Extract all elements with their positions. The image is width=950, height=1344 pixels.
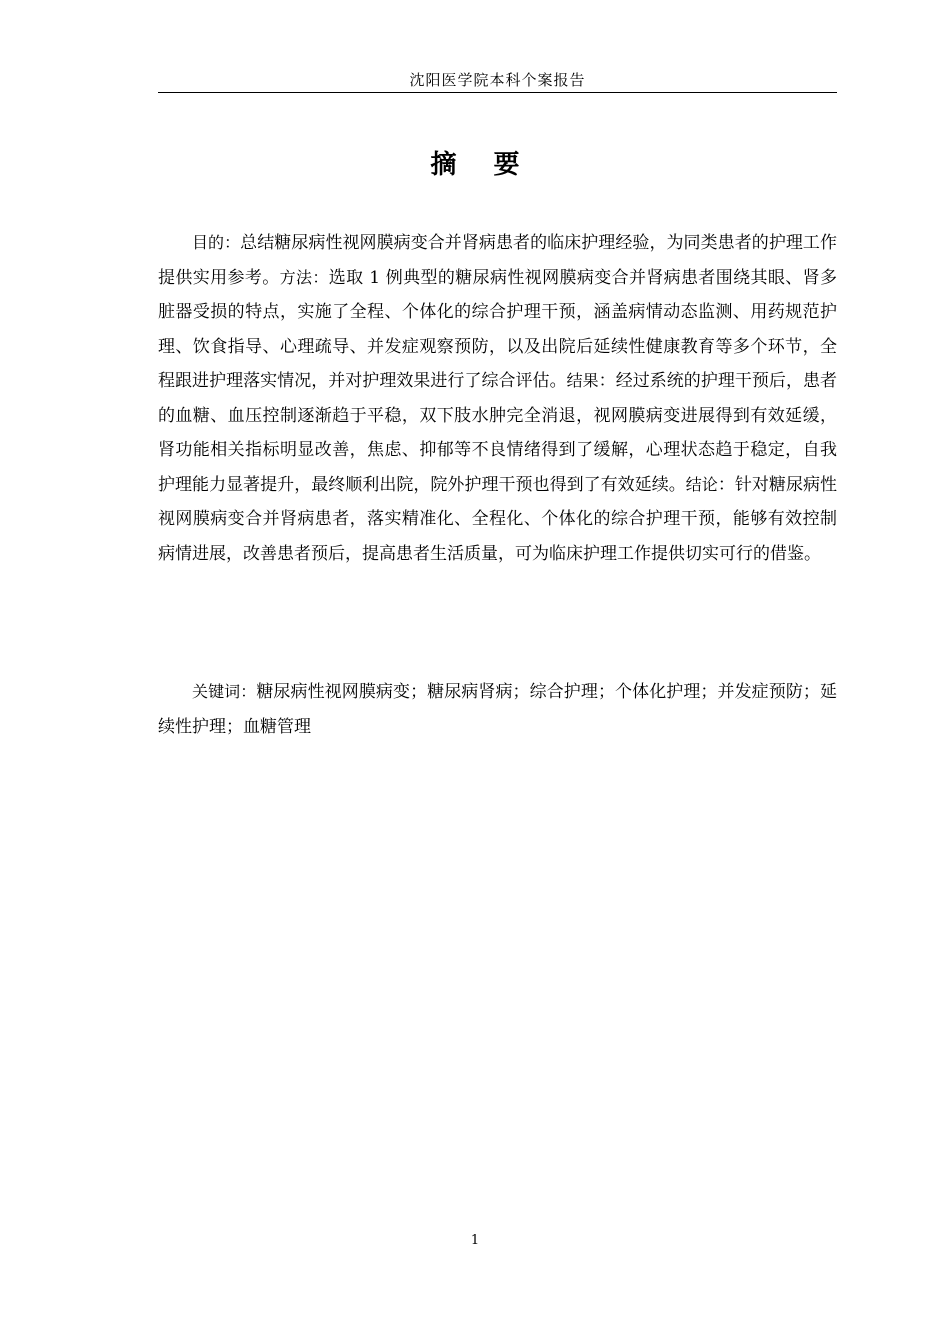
conclusion-text: 针对糖尿病性视网膜病变合并肾病患者，落实精准化、全程化、个体化的综合护理干预，能够有效控制病情进展，改善患者预后，提高患者生活质量，可为临床护理工作提供切实可行的借鉴。 bbox=[158, 474, 838, 564]
page-title: 摘 要 bbox=[430, 150, 534, 180]
conclusion-label: 结论 bbox=[685, 474, 718, 494]
conclusion-colon: ： bbox=[717, 474, 735, 495]
method-colon: ： bbox=[312, 267, 329, 287]
purpose-label: 目的 bbox=[192, 233, 225, 252]
result-text: 经过系统的护理干预后，患者的血糖、血压控制逐渐趋于平稳，双下肢水肿完全消退，视网膜病变进展得到有效延缓，肾功能相关指标明显改善，焦虑、抑郁等不良情绪得到了缓解，心理状态趋于稳定，自我护理能力显著提升，最终顺利出院，院外护理干预也得到了有效延续。 bbox=[158, 371, 838, 495]
keywords bbox=[158, 675, 837, 744]
purpose-colon: ： bbox=[224, 233, 241, 252]
page-number: 1 bbox=[470, 1233, 480, 1248]
header-text: 沈阳医学院本科个案报告 bbox=[409, 71, 586, 89]
result-label: 结果 bbox=[566, 371, 599, 390]
page-header bbox=[158, 70, 837, 93]
keywords-text: 糖尿病性视网膜病变；糖尿病肾病；综合护理；个体化护理；并发症预防；延续性护理；血糖管理 bbox=[158, 682, 837, 737]
keywords-colon: ： bbox=[240, 682, 257, 701]
abstract-body bbox=[158, 226, 837, 571]
abstract-paragraph bbox=[158, 226, 837, 571]
purpose-text: 总结糖尿病性视网膜病变合并肾病患者的临床护理经验，为同类患者的护理工作提供实用参考。 bbox=[158, 233, 837, 288]
method-label: 方法 bbox=[279, 267, 313, 287]
keywords-label: 关键词 bbox=[192, 682, 241, 701]
method-text: 选取 1 例典型的糖尿病性视网膜病变合并肾病患者围绕其眼、肾多脏器受损的特点，实施了全程、个体化的综合护理干预，涵盖病情动态监测、用药规范护理、饮食指导、心理疏导、并发症观察预防，以及出院后延续性健康教育等多个环节，全程跟进护理落实情况，并对护理效果进行了综合评估。 bbox=[158, 267, 837, 391]
result-colon: ： bbox=[598, 371, 616, 391]
